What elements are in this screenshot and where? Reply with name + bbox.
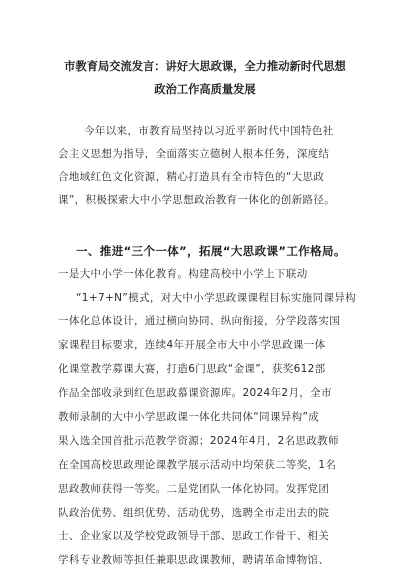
body-line: “1+7+N”模式，对大中小学思政课课程目标实施同课异构: [76, 292, 356, 304]
section-heading: 一、推进“三个一体”，拓展“大思政课”工作格局。: [76, 244, 346, 258]
body-line: 一是大中小学一体化教育。构建高校中小学上下联动: [58, 268, 308, 280]
intro-line: 合地域红色文化资源，精心打造具有全市特色的“大思政: [58, 171, 325, 183]
document-title-line-2: 政治工作高质量发展: [154, 83, 256, 96]
body-line: 教师录制的大中小学思政课一体化共同体“同课异构”成: [58, 411, 320, 423]
body-line: 化课堂教学募课大赛，打造6门思政“金课”，获奖612部: [58, 363, 326, 375]
body-line: 思政教师获得一等奖。二是党团队一体化协同。发挥党团: [58, 483, 330, 495]
body-line: 在全国高校思政理论课教学展示活动中均荣获二等奖，1名: [58, 459, 337, 471]
intro-line: 课”，积极探索大中小学思想政治教育一体化的创新路径。: [58, 194, 336, 206]
body-line: 一体化总体设计，通过横向协同、纵向衔接，分学段落实国: [58, 315, 341, 327]
body-line: 作品全部收录到红色思政慕课资源库。2024年2月，全市: [58, 387, 332, 399]
intro-line: 会主义思想为指导，全面落实立德树人根本任务，深度结: [58, 148, 330, 160]
body-line: 队政治优势、组织优势、活动优势，选聘全市走出去的院: [58, 507, 330, 519]
document-title-line-1: 市教育局交流发言：讲好大思政课，全力推动新时代思想: [64, 60, 346, 73]
body-line: 果入选全国首批示范教学资源；2024年4月，2名思政教师: [58, 435, 339, 447]
body-line: 家课程目标要求，连续4年开展全市大中小学思政课一体: [58, 339, 326, 351]
body-line: 学科专业教师等担任兼职思政课教师，聘请革命博物馆、: [58, 554, 330, 566]
body-line: 士、企业家以及学校党政领导干部、思政工作骨干、相关: [58, 530, 330, 542]
intro-line: 今年以来，市教育局坚持以习近平新时代中国特色社: [84, 125, 334, 137]
